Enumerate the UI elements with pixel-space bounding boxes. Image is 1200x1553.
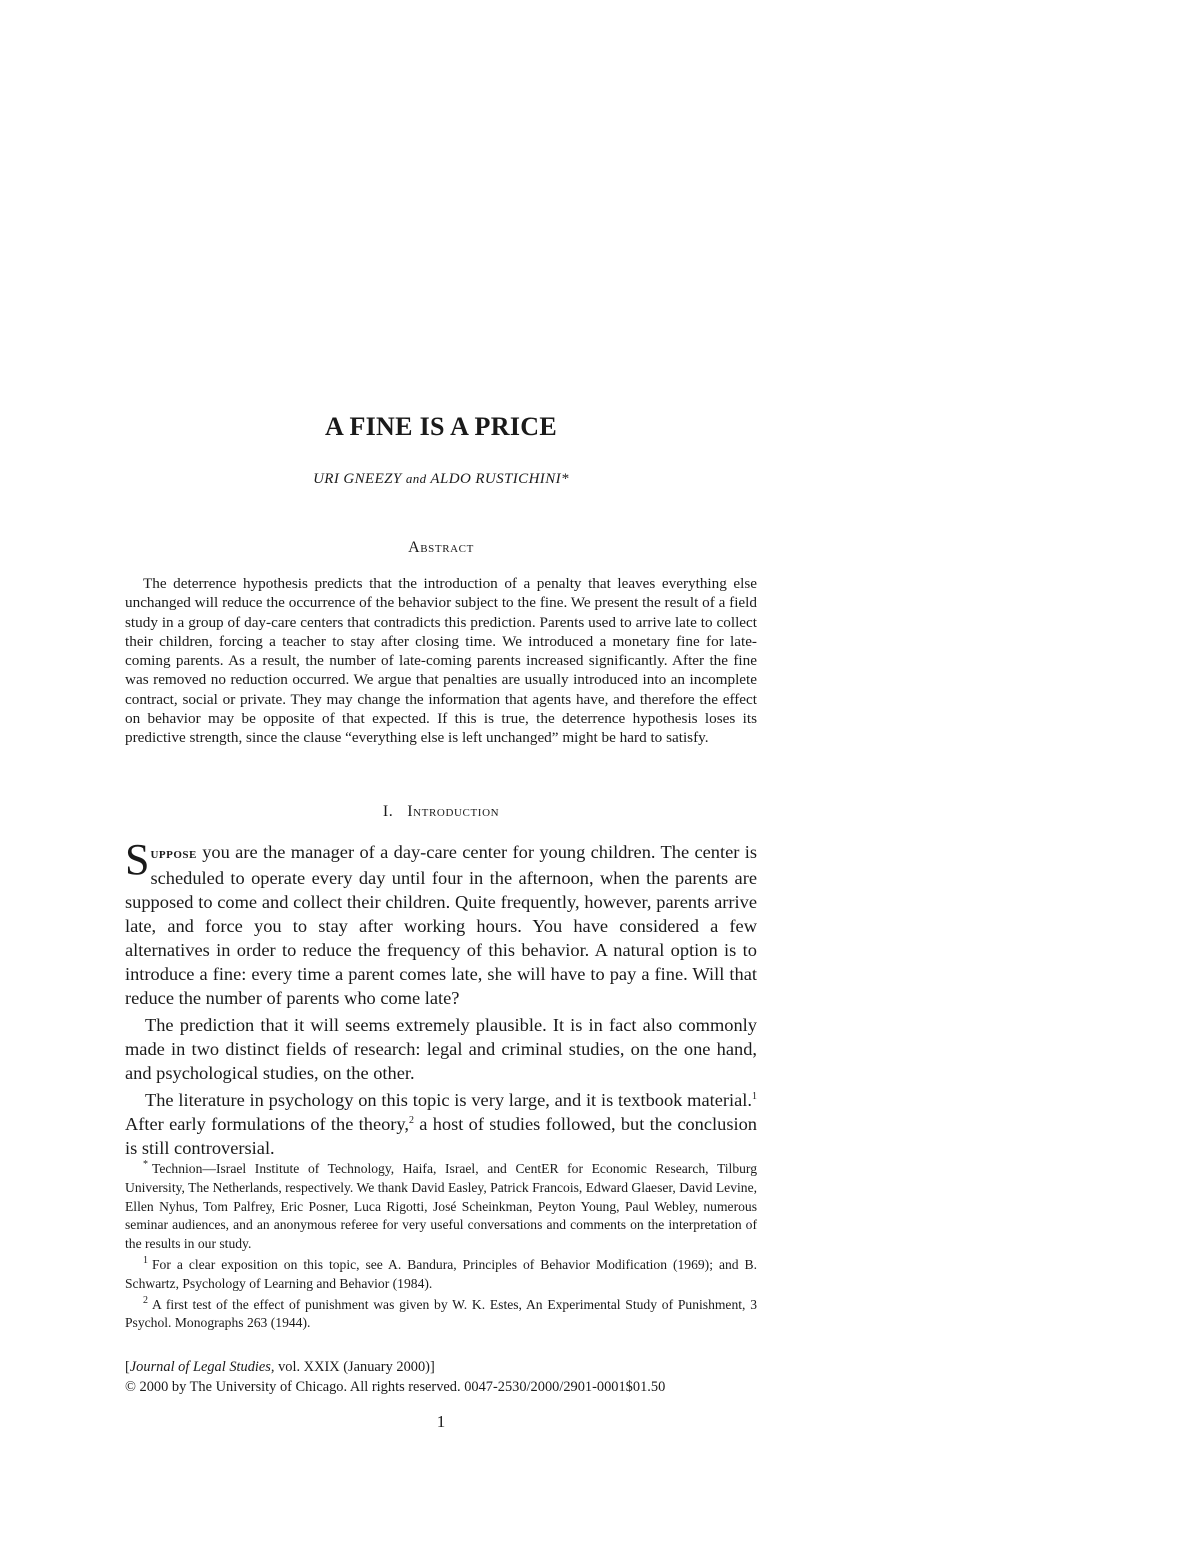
bracket-open: [ bbox=[125, 1359, 130, 1375]
section-title: Introduction bbox=[407, 803, 500, 820]
paragraph-2: The prediction that it will seems extremely plausible. It is in fact also commonly made in two distinct fields of research: legal and criminal studies, on the one hand, and psychological studies, on the other. bbox=[125, 1015, 757, 1083]
footnotes bbox=[125, 1160, 757, 1335]
paragraph-1 bbox=[125, 835, 757, 1010]
abstract-text: The deterrence hypothesis predicts that the introduction of a penalty that leaves everything else unchanged will reduce the occurrence of the behavior subject to the fine. We present the result of a field study in a group of day-care centers that contradicts this prediction. Parents used to arrive late to collect their children, forcing a teacher to stay after closing time. We introduced a monetary fine for late-coming parents. As a result, the number of late-coming parents increased significantly. After the fine was removed no reduction occurred. We argue that penalties are usually introduced into an incomplete contract, social or private. They may change the information that agents have, and therefore the effect on behavior may be opposite of that expected. If this is true, the deterrence hypothesis loses its predictive strength, since the clause “everything else is left unchanged” might be hard to satisfy. bbox=[125, 575, 757, 747]
author-first: URI GNEEZY bbox=[313, 471, 402, 487]
paragraph-3-text-a: The literature in psychology on this topic is very large, and it is textbook material. bbox=[145, 1090, 752, 1110]
drop-cap: S bbox=[125, 835, 150, 884]
paragraph-3 bbox=[125, 1088, 757, 1160]
body-text bbox=[125, 835, 758, 1160]
paper-title: A FINE IS A PRICE bbox=[325, 412, 557, 441]
abstract-heading: Abstract bbox=[408, 539, 474, 556]
page-number: 1 bbox=[436, 1412, 446, 1431]
paragraph-3-text-b: After early formulations of the theory, bbox=[125, 1114, 410, 1134]
journal-info bbox=[125, 1357, 757, 1397]
copyright-line: © 2000 by The University of Chicago. All rights reserved. 0047-2530/2000/2901-0001$01.50 bbox=[125, 1379, 666, 1395]
journal-citation bbox=[125, 1357, 757, 1377]
paragraph-1-text: you are the manager of a day-care center for young children. The center is scheduled to operate every day until four in the afternoon, when the parents are supposed to come and collect their children. Quite frequently, however, parents arrive late, and force you to stay after working hours. You have considered a few alternatives in order to reduce the frequency of this behavior. A natural option is to introduce a fine: every time a parent comes late, she will have to pay a fine. Will that reduce the number of parents who come late? bbox=[125, 842, 757, 1008]
journal-volume: vol. XXIX (January 2000)] bbox=[274, 1359, 435, 1375]
author-conjunction: and bbox=[405, 471, 427, 486]
footnote-ref-2: 2 bbox=[409, 1114, 415, 1126]
footnote-text: For a clear exposition on this topic, see A. Bandura, Principles of Behavior Modification (1969); and B. Schwartz, Psychology of Learning and Behavior (1984). bbox=[125, 1256, 757, 1291]
footnote-mark: * bbox=[143, 1159, 148, 1171]
footnote-star bbox=[125, 1160, 757, 1254]
author-second: ALDO RUSTICHINI* bbox=[430, 471, 569, 487]
author-line bbox=[125, 471, 757, 488]
journal-name: Journal of Legal Studies, bbox=[129, 1359, 275, 1375]
paragraph-3-text-c: a host of studies followed, but the conclusion is still controversial. bbox=[125, 1114, 758, 1158]
footnote-2 bbox=[125, 1296, 757, 1334]
section-heading bbox=[125, 803, 757, 821]
footnote-mark: 1 bbox=[143, 1255, 148, 1267]
footnote-ref-1: 1 bbox=[752, 1090, 757, 1102]
footnote-1 bbox=[125, 1256, 757, 1294]
section-number: I. bbox=[382, 803, 394, 820]
footnote-mark: 2 bbox=[143, 1295, 148, 1307]
footnote-text: A first test of the effect of punishment was given by W. K. Estes, An Experimental Study of Punishment, 3 Psychol. Monographs 263 (1944). bbox=[125, 1296, 757, 1331]
lead-in-word: uppose bbox=[150, 846, 197, 862]
footnote-text: Technion—Israel Institute of Technology, Haifa, Israel, and CentER for Economic Research, Tilburg University, The Netherlands, respectively. We thank David Easley, Patrick Francois, Edward Glaeser, David Levine, Ellen Nyhus, Tom Palfrey, Eric Posner, Luca Rigotti, José Scheinkman, Peyton Young, Paul Webley, numerous seminar audiences, and an anonymous referee for very useful conversations and comments on the interpretation of the results in our study. bbox=[125, 1161, 757, 1252]
